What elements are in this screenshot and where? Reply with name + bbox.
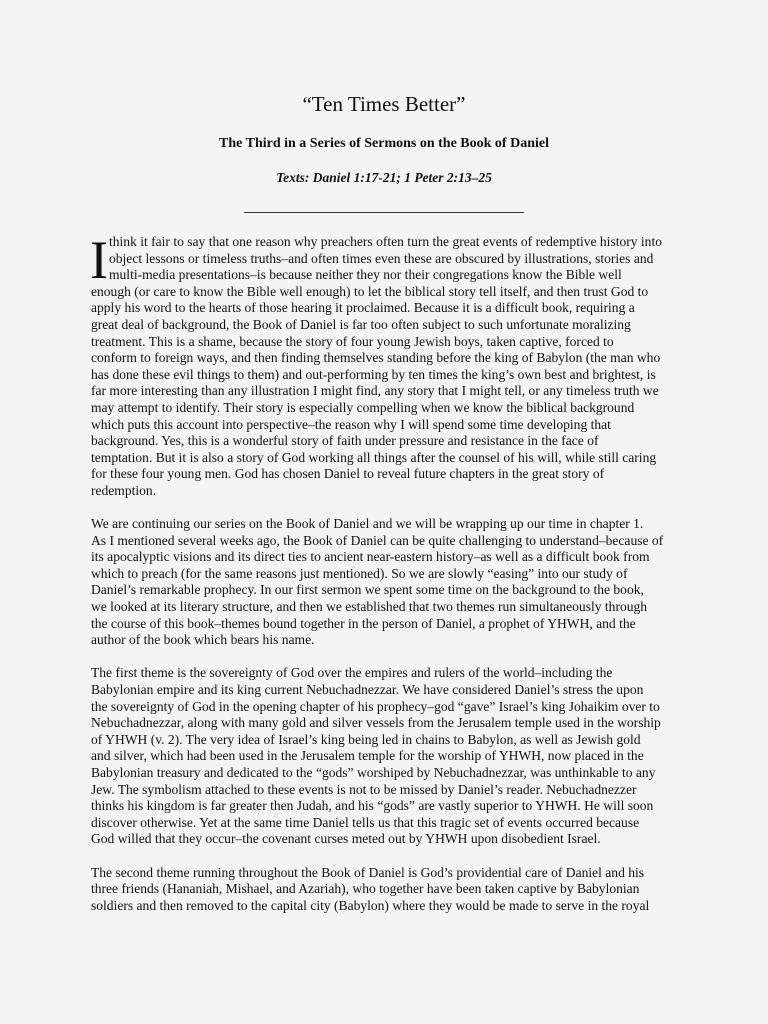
text-line: discover otherwise. Yet at the same time Daniel tells us that this tragic set of events occurred because — [91, 814, 640, 830]
text-line: of YHWH (v. 2). The very idea of Israel’s king being led in chains to Babylon, as well as Jewish gold — [91, 731, 641, 747]
sermon-body — [90, 230, 691, 931]
text-line: We are continuing our series on the Book of Daniel and we will be wrapping up our time in chapter 1. — [91, 516, 644, 532]
text-line: Daniel’s remarkable prophecy. In our first sermon we spent some time on the background to the book, — [91, 582, 644, 598]
text-line: conform to foreign ways, and then finding themselves standing before the king of Babylon (the man who — [91, 350, 661, 366]
text-line: object lessons or timeless truths–and often times even these are obscured by illustrations, stories and — [109, 250, 654, 266]
text-line: The second theme running throughout the Book of Daniel is God’s providential care of Daniel and his — [91, 864, 645, 880]
paragraph-1 — [90, 230, 691, 500]
sermon-subtitle: The Third in a Series of Sermons on the Book of Daniel — [219, 136, 549, 151]
text-line: thinks his kingdom is far greater then Judah, and his “gods” are vastly superior to YHWH. He will soon — [91, 798, 654, 814]
text-line: God willed that they occur–the covenant curses meted out by YHWH upon disobedient Israel. — [91, 831, 601, 847]
text-line: temptation. But it is also a story of God working all things after the counsel of his will, while still caring — [91, 449, 657, 465]
text-line: Babylonian empire and its king current Nebuchadnezzar. We have considered Daniel’s stress the upon — [91, 682, 644, 698]
text-line: we looked at its literary structure, and then we established that two themes run simultaneously through — [91, 599, 648, 615]
paragraph-4 — [91, 865, 691, 915]
text-line: Nebuchadnezzar, along with many gold and silver vessels from the Jerusalem temple used in the worship — [91, 715, 661, 731]
text-line: great deal of background, the Book of Daniel is far too often subject to such unfortunate moralizing — [91, 316, 631, 332]
text-line: the course of this book–themes bound together in the person of Daniel, a prophet of YHWH, and the — [91, 615, 636, 631]
text-line: the sovereignty of God in the opening chapter of his prophecy–god “gave” Israel’s king Johaikim over to — [91, 698, 660, 714]
text-line: As I mentioned several weeks ago, the Book of Daniel can be quite challenging to understand–because of — [91, 532, 664, 548]
text-line: treatment. This is a shame, because the story of four young Jewish boys, taken captive, forced to — [91, 333, 614, 349]
text-line: Jew. The symbolism attached to these events is not to be missed by Daniel’s reader. Nebuchadnezzer — [91, 781, 637, 797]
text-line: author of the book which bears his name. — [91, 632, 315, 648]
text-line: far more interesting than any illustration I might find, any story that I might tell, or any timeless truth we — [91, 383, 659, 399]
text-line: which puts this account into perspective–the reason why I will spend some time developing that — [91, 416, 611, 432]
text-line: Babylonian treasury and dedicated to the “gods” worshiped by Nebuchadnezzar, was unthinkable to any — [91, 765, 656, 780]
text-line: its apocalyptic visions and its direct ties to ancient near-eastern history–as well as a difficult book from — [91, 549, 650, 565]
paragraph-2 — [91, 516, 691, 649]
text-line: The first theme is the sovereignty of God over the empires and rulers of the world–including the — [91, 665, 613, 681]
text-line: think it fair to say that one reason why preachers often turn the great events of redemptive history into — [109, 234, 662, 249]
text-line: and silver, which had been used in the Jerusalem temple for the worship of YHWH, now placed in the — [91, 748, 644, 764]
text-line: three friends (Hananiah, Mishael, and Azariah), who together have been taken captive by Babylonian — [91, 881, 640, 897]
text-line: soldiers and then removed to the capital city (Babylon) where they would be made to serve in the royal — [91, 897, 650, 913]
text-line: has done these evil things to them) and out-performing by ten times the king’s own best and brightest, is — [91, 366, 656, 382]
text-line: may attempt to identify. Their story is especially compelling when we know the biblical background — [91, 399, 635, 415]
text-line: background. Yes, this is a wonderful story of faith under pressure and resistance in the face of — [91, 433, 599, 449]
drop-cap: I — [90, 230, 108, 290]
text-line: enough (or care to know the Bible well enough) to let the biblical story tell itself, and then trust God to — [91, 283, 649, 299]
scripture-texts: Texts: Daniel 1:17-21; 1 Peter 2:13–25 — [276, 170, 492, 185]
text-line: redemption. — [91, 482, 157, 498]
text-line: multi-media presentations–is because neither they nor their congregations know the Bible well — [109, 267, 622, 283]
text-line: for these four young men. God has chosen Daniel to reveal future chapters in the great story of — [91, 466, 605, 482]
text-line: apply his word to the hearts of those hearing it proclaimed. Because it is a difficult book, requiring a — [91, 300, 635, 316]
sermon-title: “Ten Times Better” — [302, 92, 466, 116]
text-line: which to preach (for the same reasons just mentioned). So we are slowly “easing” into our study of — [91, 565, 628, 581]
divider-line — [244, 212, 524, 213]
paragraph-3 — [91, 665, 691, 848]
